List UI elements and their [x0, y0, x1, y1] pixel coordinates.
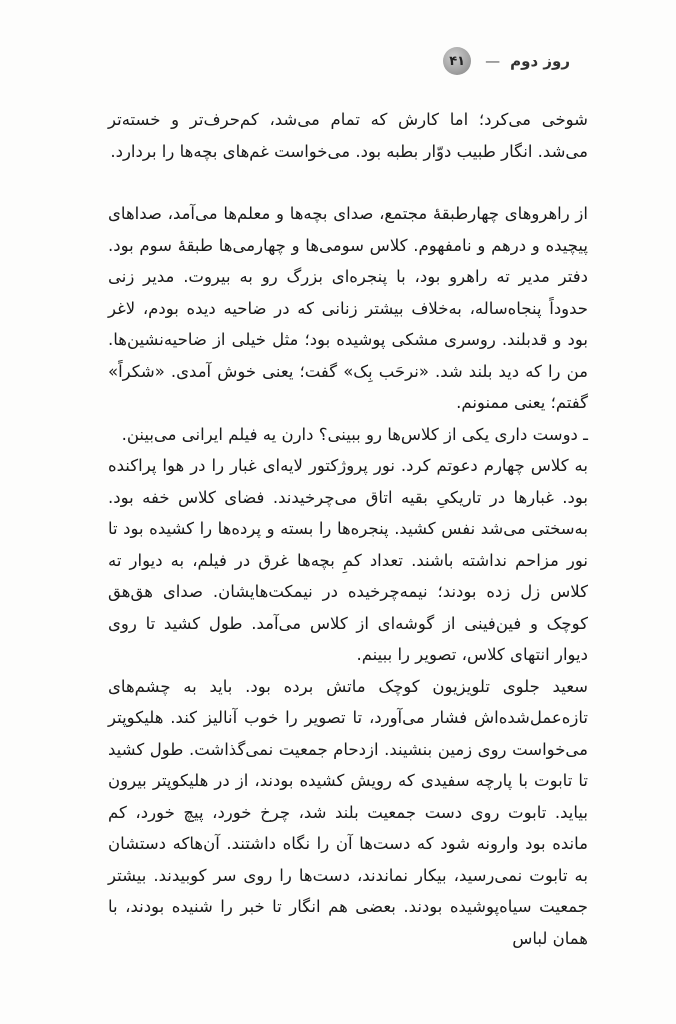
running-title: روز دوم — [510, 52, 570, 70]
paragraph: سعید جلوی تلویزیون کوچک ماتش برده بود. باید به چشم‌های تازه‌عمل‌شده‌اش فشار می‌آورد، تا تصویر را خوب آنالیز کند. هلیکوپتر می‌خواست روی زمین بنشیند. ازدحام جمعیت نمی‌گذاشت. طول کشید تا تابوت با پارچه سفیدی که رویش کشیده بودند، از در هلیکوپتر بیرون بیاید. تابوت روی دست جمعیت بلند شد، چرخ خورد، پیچ خورد، کم مانده بود وارونه شود که دست‌ها آن را نگاه داشتند. آن‌هاکه دستشان به تابوت نمی‌رسید، بیکار نماندند، دست‌ها را روی سر کوبیدند. بیشتر جمعیت سیاه‌پوشیده بودند. بعضی هم انگار تا خبر را شنیده بودند، با همان لباس — [108, 676, 588, 948]
page-header — [110, 46, 570, 76]
header-dash: — — [485, 52, 501, 70]
body-text — [108, 104, 588, 954]
paragraph: به کلاس چهارم دعوتم کرد. نور پروژکتور لایه‌ای غبار را در هوا پراکنده بود. غبارها در تاریکیِ بقیه اتاق می‌چرخیدند. فضای کلاس خفه بود. به‌سختی می‌شد نفس کشید. پنجره‌ها را بسته و پرده‌ها را کشیده بود تا نور مزاحم نداشته باشند. تعداد کمِ بچه‌ها غرق در فیلم، به دیوار ته کلاس زل زده بودند؛ نیمه‌چرخیده در نیمکت‌هایشان. صدای هق‌هق کوچک و فین‌فینی از گوشه‌ای از کلاس می‌آمد. طول کشید تا روی دیوار انتهای کلاس، تصویر را ببینم. — [108, 456, 588, 664]
paragraph: شوخی می‌کرد؛ اما کارش که تمام می‌شد، کم‌حرف‌تر و خسته‌تر می‌شد. انگار طبیب دوّار بطبه بود. می‌خواست غم‌های بچه‌ها را بردارد. — [108, 110, 588, 161]
page-number-badge: ۴۱ — [443, 47, 471, 75]
paragraph: ـ دوست داری یکی از کلاس‌ها رو ببینی؟ دارن یه فیلم ایرانی می‌بینن. — [121, 424, 588, 444]
paragraph: از راهروهای چهارطبقهٔ مجتمع، صدای بچه‌ها و معلم‌ها می‌آمد، صداهای پیچیده و درهم و نامفهوم. کلاس سومی‌ها و چهارمی‌ها طبقهٔ سوم بود. دفتر مدیر ته راهرو بود، با پنجره‌ای بزرگ رو به بیروت. مدیر زنی حدوداً پنجاه‌ساله، به‌خلاف بیشتر زنانی که در ضاحیه دیده بودم، لاغر بود و قدبلند. روسری مشکی پوشیده بود؛ مثل خیلی از ضاحیه‌نشین‌ها. من را که دید بلند شد. «نرحَب بِک» گفت؛ یعنی خوش آمدی. «شکراً» گفتم؛ یعنی ممنونم. — [108, 204, 588, 412]
